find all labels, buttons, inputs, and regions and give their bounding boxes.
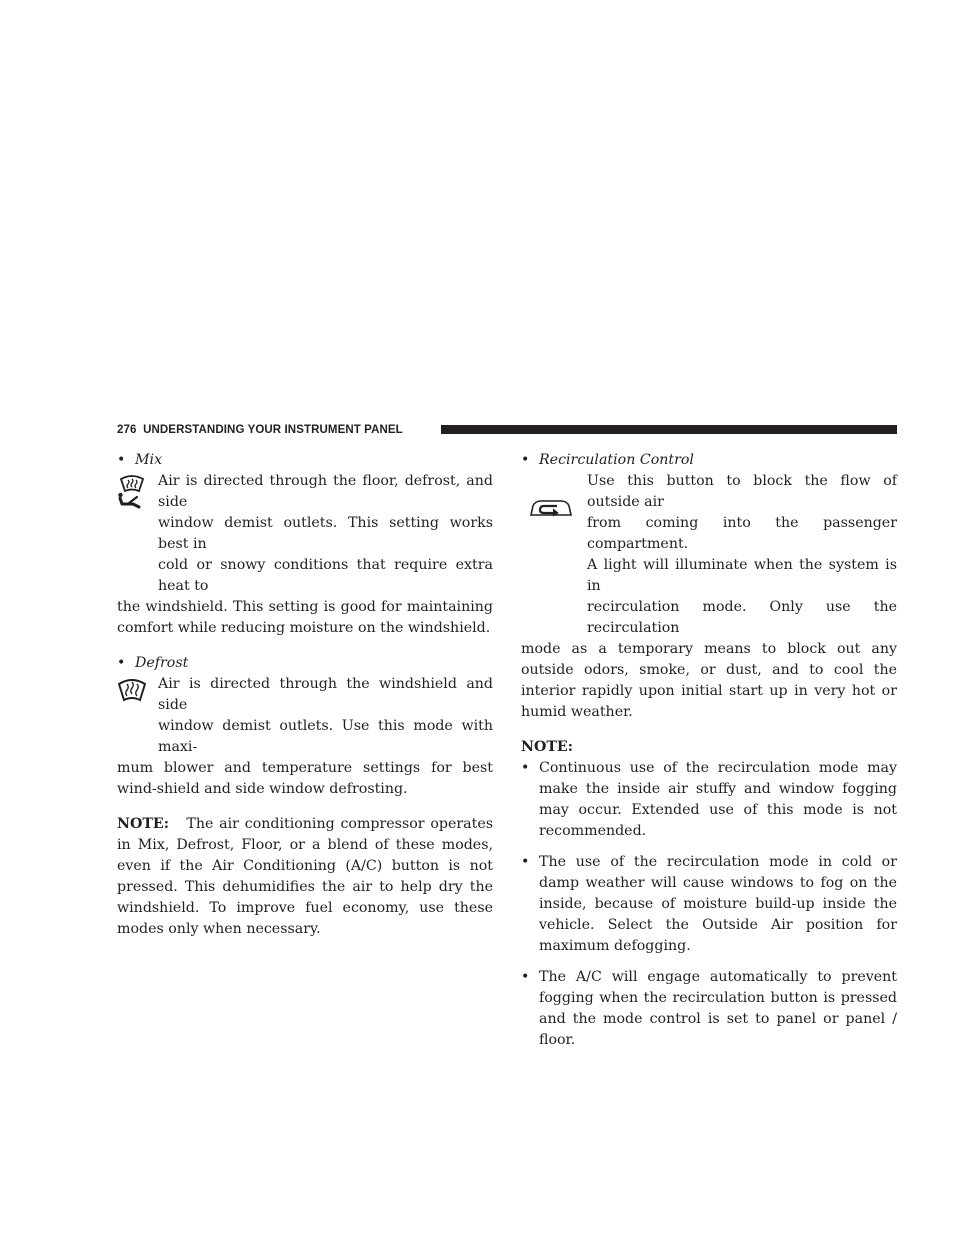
recirculation-line-3: A light will illuminate when the system is in <box>587 557 897 594</box>
note-label: NOTE: <box>117 816 169 832</box>
defrost-icon <box>117 676 147 711</box>
recirculation-block <box>521 471 897 639</box>
recirculation-heading: • Recirculation Control <box>521 452 694 468</box>
mix-body: the windshield. This setting is good for maintaining comfort while reducing moisture on the windshield. <box>117 599 493 636</box>
left-note <box>117 814 493 940</box>
mix-line-1: Air is directed through the floor, defrost, and side <box>158 473 493 510</box>
note-bullet-3: • The A/C will engage automatically to prevent fogging when the recirculation button is pressed and the mode control is set to panel or panel / floor. <box>521 969 897 1048</box>
defrost-line-2: window demist outlets. Use this mode with maxi- <box>158 718 493 755</box>
right-column <box>521 450 897 1051</box>
mix-block <box>117 471 493 597</box>
left-column <box>117 450 493 940</box>
note-bullet-1: • Continuous use of the recirculation mode may make the inside air stuffy and window fogging may occur. Extended use of this mode is not recommended. <box>521 760 897 839</box>
right-note-label: NOTE: <box>521 739 573 755</box>
recirculation-line-4: recirculation mode. Only use the recirculation <box>587 599 897 636</box>
page-header <box>117 422 897 438</box>
mix-heading: • Mix <box>117 452 163 468</box>
note-bullet-2: • The use of the recirculation mode in cold or damp weather will cause windows to fog on the inside, because of moisture build-up inside the vehicle. Select the Outside Air position for maximum defogging. <box>521 854 897 954</box>
header-rule <box>441 425 897 434</box>
page-number: 276 <box>117 424 137 436</box>
recirculation-body: mode as a temporary means to block out any outside odors, smoke, or dust, and to cool the interior rapidly upon initial start up in very hot or humid weather. <box>521 641 897 720</box>
defrost-body: mum blower and temperature settings for best wind-shield and side window defrosting. <box>117 760 493 797</box>
recirculation-line-1: Use this button to block the flow of outside air <box>587 473 897 510</box>
defrost-block <box>117 674 493 758</box>
mix-line-2: window demist outlets. This setting works best in <box>158 515 493 552</box>
section-title: UNDERSTANDING YOUR INSTRUMENT PANEL <box>143 424 403 436</box>
mix-mode-icon <box>117 473 147 516</box>
defrost-heading: • Defrost <box>117 655 189 671</box>
recirculation-line-2: from coming into the passenger compartment. <box>587 515 897 552</box>
page-header-text <box>117 422 403 438</box>
defrost-line-1: Air is directed through the windshield and side <box>158 676 493 713</box>
mix-line-3: cold or snowy conditions that require extra heat to <box>158 557 493 594</box>
recirculation-icon <box>529 497 573 528</box>
left-note-text: The air conditioning compressor operates in Mix, Defrost, Floor, or a blend of these modes, even if the Air Conditioning (A/C) button is not pressed. This dehumidifies the air to help dry the windshield. To improve fuel economy, use these modes only when necessary. <box>117 816 493 937</box>
